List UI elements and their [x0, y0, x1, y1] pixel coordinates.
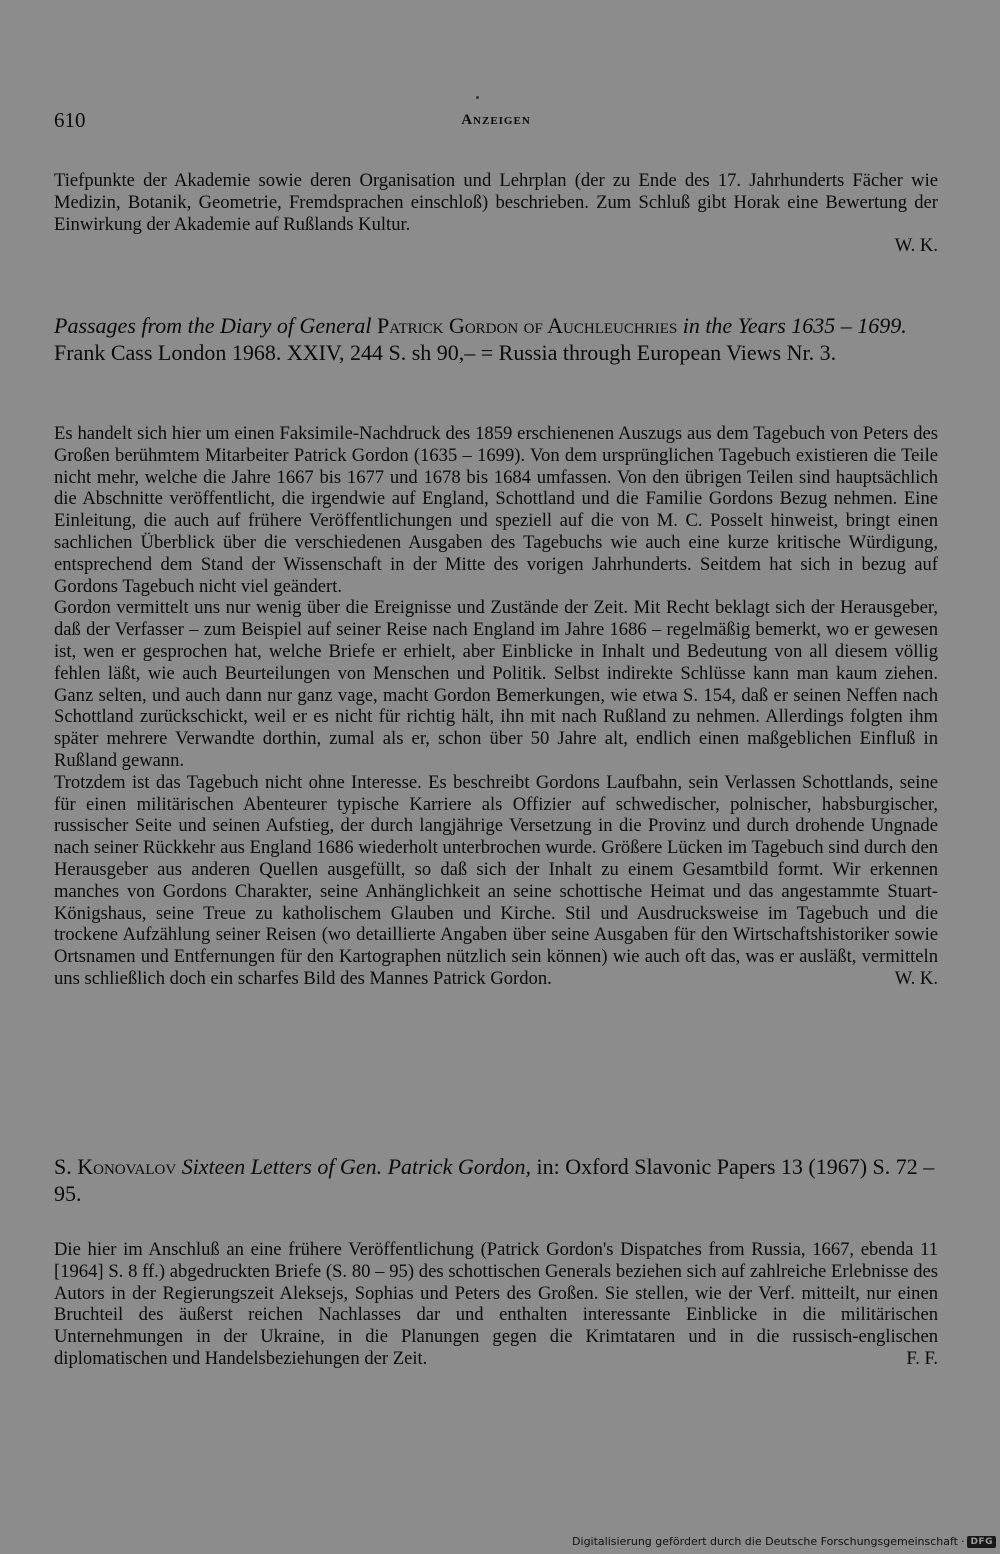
review-continued: [54, 170, 938, 257]
footer-separator: ·: [960, 1535, 965, 1548]
review-paragraph: [54, 1239, 938, 1370]
page-header: [54, 108, 938, 138]
review-gordon-letters: [54, 1153, 938, 1207]
paragraph-text: Trotzdem ist das Tagebuch nicht ohne Interesse. Es beschreibt Gordons Laufbahn, sein Verlassen Schottlands, seine für einen militärischen Abenteurer typische Karriere als Offizier auf schwedischer, polnischer, habsburgischer, russischer Seite und seinen Aufstieg, der durch langjährige Versetzung in die Provinz und durch drohende Ungnade nach seiner Rückkehr aus England 1686 wiederholt unterbrochen wurde. Größere Lücken im Tagebuch sind durch den Herausgeber aus anderen Quellen ausgefüllt, so daß sich der Inhalt zu einem Gesamtbild formt. Wir erkennen manches von Gordons Charakter, seine Anhänglichkeit an seine schottische Heimat und das angestammte Stuart-Königshaus, seine Treue zu katholischem Glauben und Kirche. Stil und Ausdrucksweise im Tagebuch und die trockene Aufzählung seiner Reisen (wo detaillierte Angaben über seine Ausgaben für den Wirtschaftshistoriker sowie Ortsnamen und Entfernungen für den Kartographen nützlich sein können) wie auch oft das, was er ausläßt, vermitteln uns schließlich doch ein scharfes Bild des Mannes Patrick Gordon.: [54, 771, 938, 989]
review-signature: W. K.: [894, 967, 938, 989]
review-gordon-diary-body: [54, 423, 938, 990]
citation-author: S. Konovalov: [54, 1154, 177, 1179]
citation-publication: in: Oxford Slavonic Papers 13 (1967) S. 72 – 95.: [54, 1154, 935, 1206]
review-citation: [54, 1153, 938, 1207]
review-paragraph: Gordon vermittelt uns nur wenig über die Ereignisse und Zustände der Zeit. Mit Recht beklagt sich der Herausgeber, daß der Verfasser – zum Beispiel auf seiner Reise nach England im Jahre 1686 – regelmäßig bemerkt, wo er gewesen ist, wen er gesprochen hat, welche Briefe er erhielt, aber Einblicke in Inhalt und Bedeutung von all diesem völlig fehlen läßt, wie auch Beurteilungen von Menschen und Politik. Selbst indirekte Schlüsse kann man kaum ziehen. Ganz selten, und auch dann nur ganz vage, macht Gordon Bemerkungen, wie etwa S. 154, daß er seinen Neffen nach Schottland zurückschickt, weil er es nicht für richtig hält, ihn mit nach Rußland zu nehmen. Allerdings folgten ihm später mehrere Verwandte dorthin, zumal als er, schon über 50 Jahre alt, endlich einen maßgeblichen Einfluß in Rußland gewann.: [54, 597, 938, 771]
citation-title: Passages from the Diary of General: [54, 313, 372, 338]
review-signature: F. F.: [906, 1347, 938, 1369]
running-head: Anzeigen: [461, 112, 531, 128]
citation-publication: Frank Cass London 1968. XXIV, 244 S. sh 90,– = Russia through European Views Nr. 3.: [54, 340, 837, 365]
digitization-footer: [572, 1535, 996, 1548]
dfg-logo-icon: DFG: [967, 1536, 996, 1548]
review-gordon-diary: [54, 312, 938, 366]
review-paragraph: Es handelt sich hier um einen Faksimile-Nachdruck des 1859 erschienenen Auszugs aus dem Tagebuch von Peters des Großen berühmtem Mitarbeiter Patrick Gordon (1635 – 1699). Von dem ursprünglichen Tagebuch existieren die Teile nicht mehr, welche die Jahre 1667 bis 1677 und 1678 bis 1684 umfassen. Von den übrigen Teilen sind hauptsächlich die Abschnitte veröffentlicht, die irgendwie auf England, Schottland und die Familie Gordons Bezug nehmen. Eine Einleitung, die auch auf frühere Veröffentlichungen und speziell auf die von M. C. Posselt hinweist, bringt einen sachlichen Überblick über die verschiedenen Ausgaben des Tagebuchs wie auch eine kurze kritische Würdigung, entsprechend dem Stand der Wissenschaft in der Mitte des vorigen Jahrhunderts. Seitdem hat sich in bezug auf Gordons Tagebuch nicht viel geändert.: [54, 423, 938, 597]
review-paragraph: Tiefpunkte der Akademie sowie deren Organisation und Lehrplan (der zu Ende des 17. Jahrhunderts Fächer wie Medizin, Botanik, Geometrie, Fremdsprachen einschloß) beschrieben. Zum Schluß gibt Horak eine Bewertung der Einwirkung der Akademie auf Rußlands Kultur.: [54, 170, 938, 235]
review-gordon-letters-body: [54, 1239, 938, 1370]
citation-author: Patrick Gordon of Auchleuchries: [377, 313, 678, 338]
footer-text: Digitalisierung gefördert durch die Deutsche Forschungsgemeinschaft: [572, 1535, 958, 1548]
review-citation: [54, 312, 938, 366]
citation-title-continued: in the Years 1635 – 1699.: [682, 313, 907, 338]
paragraph-text: Die hier im Anschluß an eine frühere Veröffentlichung (Patrick Gordon's Dispatches from Russia, 1667, ebenda 11 [1964] S. 8 ff.) abgedruckten Briefe (S. 80 – 95) des schottischen Generals beziehen sich auf zahlreiche Erlebnisse des Autors in der Regierungszeit Aleksejs, Sophias und Peters des Großen. Sie stellen, wie der Verf. mitteilt, nur einen Bruchteil des äußerst reichen Nachlasses dar und enthalten interessante Einblicke in die militärischen Unternehmungen in der Ukraine, in die Planungen gegen die Krimtataren und in die russisch-englischen diplomatischen und Handelsbeziehungen der Zeit.: [54, 1239, 938, 1369]
review-signature: W. K.: [894, 235, 938, 257]
review-paragraph: [54, 772, 938, 990]
page-number: 610: [54, 108, 86, 132]
citation-title: Sixteen Letters of Gen. Patrick Gordon,: [181, 1154, 531, 1179]
document-page: [54, 0, 938, 1554]
